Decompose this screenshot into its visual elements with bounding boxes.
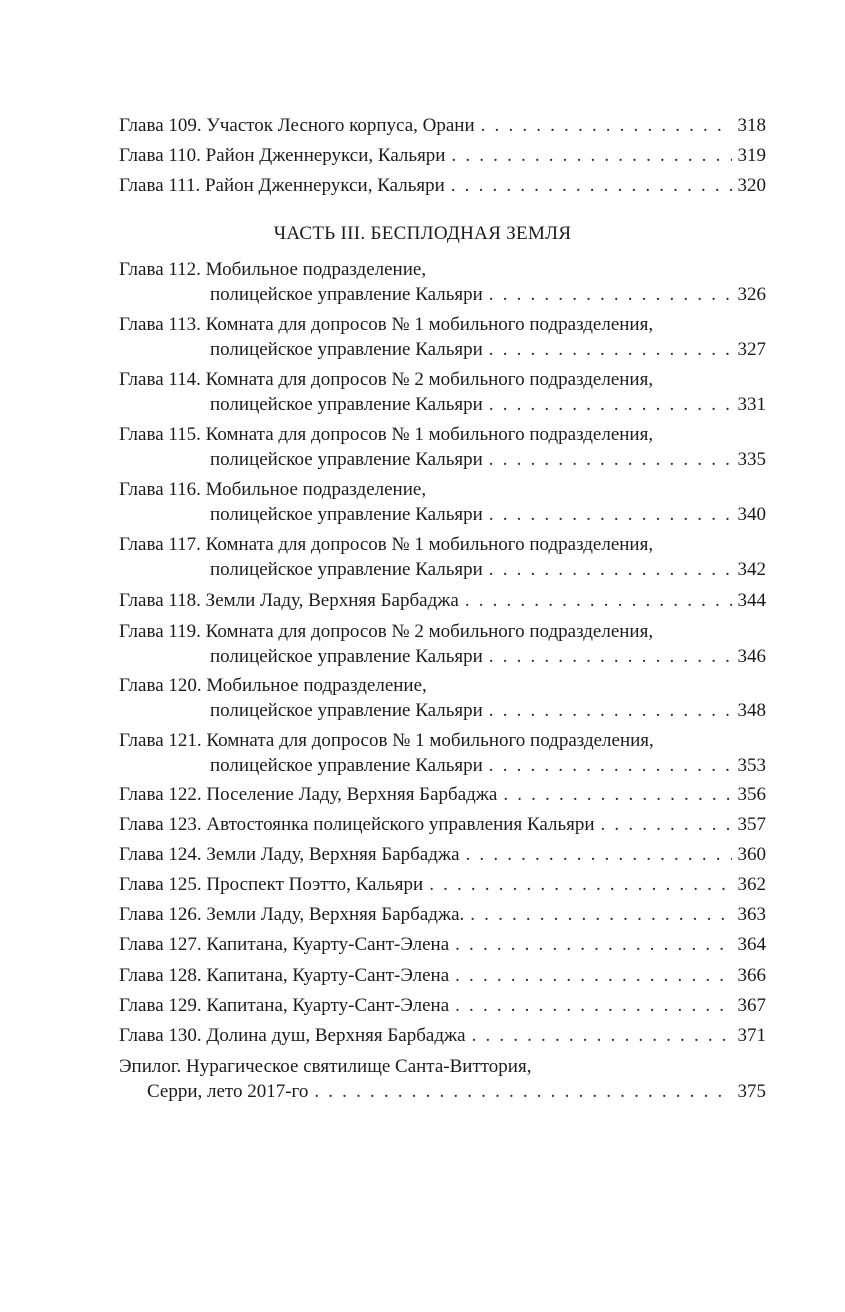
dot-leader	[466, 840, 732, 870]
toc-entry-subtitle: полицейское управление Кальяри	[210, 504, 483, 525]
toc-entry-title: Глава 110. Район Дженнерукси, Кальяри	[119, 145, 446, 166]
toc-entry-title: Глава 111. Район Дженнерукси, Кальяри	[119, 175, 445, 196]
toc-entry-subtitle: полицейское управление Кальяри	[210, 559, 483, 580]
toc-entry-130[interactable]	[119, 1021, 766, 1051]
toc-entry-subtitle: полицейское управление Кальяри	[210, 755, 483, 776]
toc-entry-title: Глава 128. Капитана, Куарту-Сант-Элена	[119, 965, 450, 986]
toc-entry-115[interactable]	[119, 422, 766, 473]
toc-page-number: 360	[737, 844, 766, 865]
dot-leader	[451, 171, 732, 201]
toc-entry-subtitle: Серри, лето 2017-го	[147, 1081, 309, 1102]
toc-entry-title: Глава 118. Земли Ладу, Верхняя Барбаджа	[119, 590, 459, 611]
toc-page-number: 318	[737, 115, 766, 136]
dot-leader	[503, 780, 731, 810]
toc-entry-subtitle: полицейское управление Кальяри	[210, 284, 483, 305]
dot-leader	[489, 502, 732, 528]
dot-leader	[601, 810, 732, 840]
toc-page-number: 335	[737, 449, 766, 470]
toc-page-number: 362	[737, 874, 766, 895]
toc-entry-124[interactable]	[119, 840, 766, 870]
toc-entry-113[interactable]	[119, 312, 766, 363]
toc-page-number: 340	[737, 504, 766, 525]
toc-entry-117[interactable]	[119, 532, 766, 583]
dot-leader	[489, 753, 732, 779]
dot-leader	[451, 141, 731, 171]
toc-entry-subtitle: полицейское управление Кальяри	[210, 394, 483, 415]
toc-page-number: 357	[737, 814, 766, 835]
toc-entry-title: Глава 113. Комната для допросов № 1 мобильного подразделения,	[119, 314, 654, 335]
toc-entry-109[interactable]	[119, 111, 766, 141]
dot-leader	[429, 870, 731, 900]
toc-entry-118[interactable]	[119, 586, 766, 616]
dot-leader	[489, 447, 732, 473]
toc-entry-title: Глава 127. Капитана, Куарту-Сант-Элена	[119, 934, 450, 955]
toc-entry-title: Глава 117. Комната для допросов № 1 мобильного подразделения,	[119, 534, 654, 555]
toc-entry-121[interactable]	[119, 728, 766, 779]
toc-entry-title: Глава 116. Мобильное подразделение,	[119, 479, 427, 500]
toc-entry-title: Глава 114. Комната для допросов № 2 мобильного подразделения,	[119, 369, 654, 390]
toc-entry-119[interactable]	[119, 619, 766, 670]
toc-page-number: 348	[737, 700, 766, 721]
toc-entry-epilogue[interactable]	[119, 1054, 766, 1105]
dot-leader	[472, 1021, 732, 1051]
toc-entry-title: Глава 126. Земли Ладу, Верхняя Барбаджа.	[119, 904, 465, 925]
toc-page-number: 342	[737, 559, 766, 580]
toc-entry-126[interactable]	[119, 900, 766, 930]
toc-page-number: 344	[737, 590, 766, 611]
toc-entry-112[interactable]	[119, 257, 766, 308]
toc-entry-subtitle: полицейское управление Кальяри	[210, 339, 483, 360]
dot-leader	[489, 557, 732, 583]
dot-leader	[455, 961, 731, 991]
dot-leader	[465, 586, 732, 616]
toc-entry-116[interactable]	[119, 477, 766, 528]
toc-entry-129[interactable]	[119, 991, 766, 1021]
dot-leader	[489, 337, 732, 363]
toc-entry-title: Глава 120. Мобильное подразделение,	[119, 675, 427, 696]
toc-entry-125[interactable]	[119, 870, 766, 900]
toc-entry-title: Глава 115. Комната для допросов № 1 мобильного подразделения,	[119, 424, 654, 445]
toc-entry-114[interactable]	[119, 367, 766, 418]
toc-page-number: 367	[737, 995, 766, 1016]
toc-page-number: 346	[737, 646, 766, 667]
toc-page-number: 363	[737, 904, 766, 925]
dot-leader	[489, 698, 732, 724]
toc-entry-title: Глава 129. Капитана, Куарту-Сант-Элена	[119, 995, 450, 1016]
toc-entry-111[interactable]	[119, 171, 766, 201]
toc-entry-title: Глава 112. Мобильное подразделение,	[119, 259, 427, 280]
dot-leader	[489, 282, 732, 308]
toc-entry-title: Глава 123. Автостоянка полицейского управления Кальяри	[119, 814, 595, 835]
dot-leader	[455, 991, 731, 1021]
toc-entry-title: Глава 119. Комната для допросов № 2 мобильного подразделения,	[119, 621, 654, 642]
toc-entry-subtitle: полицейское управление Кальяри	[210, 700, 483, 721]
toc-entry-110[interactable]	[119, 141, 766, 171]
toc-entry-title: Глава 125. Проспект Поэтто, Кальяри	[119, 874, 424, 895]
part-title: ЧАСТЬ III. БЕСПЛОДНАЯ ЗЕМЛЯ	[273, 223, 572, 244]
toc-page-number: 353	[737, 755, 766, 776]
toc-entry-title: Глава 130. Долина душ, Верхняя Барбаджа	[119, 1025, 466, 1046]
toc-entry-title: Глава 122. Поселение Ладу, Верхняя Барбаджа	[119, 784, 498, 805]
dot-leader	[481, 111, 732, 141]
toc-entry-title: Глава 124. Земли Ладу, Верхняя Барбаджа	[119, 844, 460, 865]
dot-leader	[314, 1079, 731, 1105]
toc-entry-title: Глава 121. Комната для допросов № 1 мобильного подразделения,	[119, 730, 654, 751]
toc-entry-120[interactable]	[119, 673, 766, 724]
toc-page-number: 356	[737, 784, 766, 805]
toc-page-number: 327	[737, 339, 766, 360]
dot-leader	[455, 930, 731, 960]
dot-leader	[470, 900, 731, 930]
toc-entry-title: Глава 109. Участок Лесного корпуса, Орани	[119, 115, 475, 136]
toc-page-number: 375	[737, 1081, 766, 1102]
toc-entry-128[interactable]	[119, 961, 766, 991]
toc-entry-127[interactable]	[119, 930, 766, 960]
toc-page-number: 319	[737, 145, 766, 166]
toc-page-number: 320	[737, 175, 766, 196]
toc-page-number: 326	[737, 284, 766, 305]
dot-leader	[489, 392, 732, 418]
toc-page-number: 364	[737, 934, 766, 955]
toc-page-number: 366	[737, 965, 766, 986]
dot-leader	[489, 644, 732, 670]
toc-page-number: 371	[737, 1025, 766, 1046]
toc-entry-title: Эпилог. Нурагическое святилище Санта-Виттория,	[119, 1056, 532, 1077]
toc-entry-122[interactable]	[119, 780, 766, 810]
toc-entry-subtitle: полицейское управление Кальяри	[210, 449, 483, 470]
toc-entry-123[interactable]	[119, 810, 766, 840]
toc-page-number: 331	[737, 394, 766, 415]
toc-entry-subtitle: полицейское управление Кальяри	[210, 646, 483, 667]
